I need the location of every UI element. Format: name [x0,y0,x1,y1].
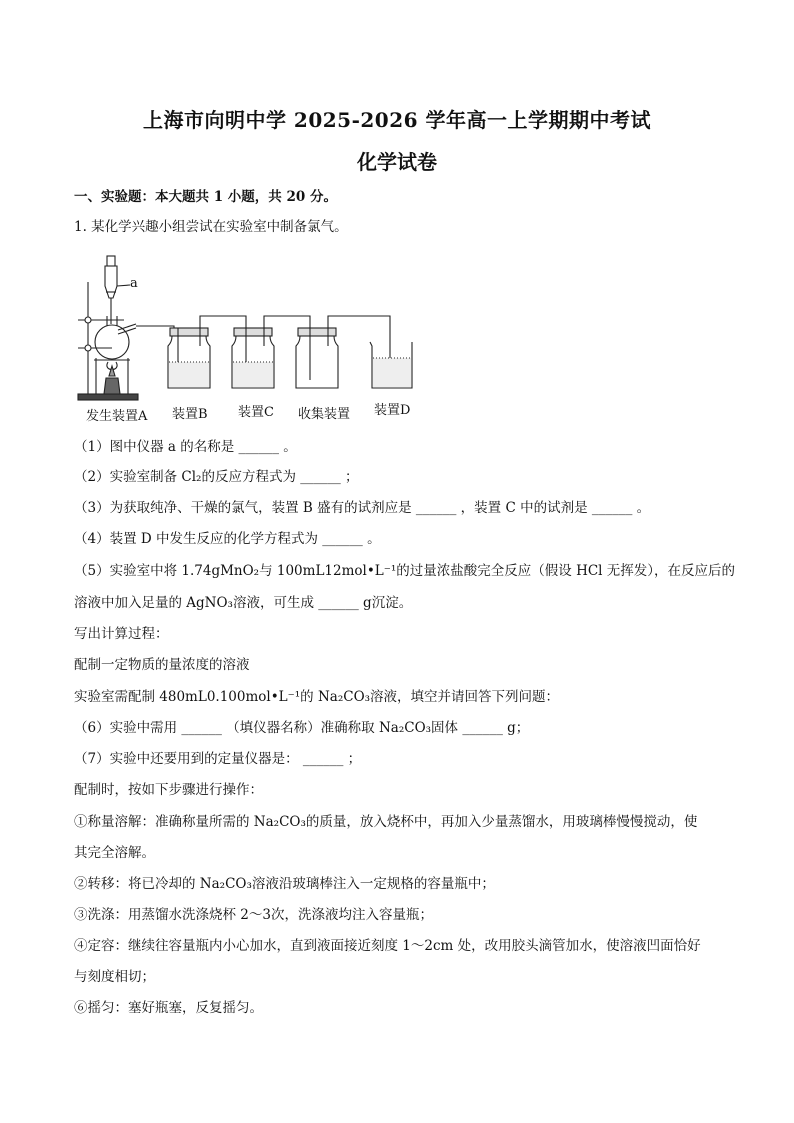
label-collection: 收集装置 [298,407,351,422]
q1-line: （1）图中仪器 a 的名称是 ______ 。 [74,439,297,455]
label-device-b: 装置B [172,407,208,422]
label-a: a [130,276,138,291]
label-device-d: 装置D [374,403,411,418]
q6-line: （6）实验中需用 ______ （填仪器名称）准确称取 Na₂CO₃固体 ______ g； [74,720,530,736]
question-intro: 1. 某化学兴趣小组尝试在实验室中制备氯气。 [74,219,348,235]
step-1-cont: 其完全溶解。 [74,845,155,861]
step-1: ①称量溶解：准确称量所需的 Na₂CO₃的质量，放入烧杯中，再加入少量蒸馏水，用玻璃棒慢慢搅动，使 [74,814,698,830]
round-bottom-flask [95,325,129,359]
step-2: ②转移：将已冷却的 Na₂CO₃溶液沿玻璃棒注入一定规格的容量瓶中； [74,876,495,892]
step-4: ④定容：继续往容量瓶内小心加水，直到液面接近刻度 1～2cm 处，改用胶头滴管加水，使溶液凹面恰好 [74,938,701,954]
step-3: ③洗涤：用蒸馏水洗涤烧杯 2～3次，洗涤液均注入容量瓶； [74,907,433,923]
stand-base [78,394,138,400]
q5-line: （5）实验室中将 1.74gMnO₂与 100mL12mol•L⁻¹的过量浓盐酸完全反应（假设 HCl 无挥发），在反应后的 [74,563,736,579]
step-6: ⑥摇匀：塞好瓶塞，反复摇匀。 [74,1000,263,1016]
step-4-cont: 与刻度相切； [74,969,155,985]
q3-line: （3）为获取纯净、干燥的氯气，装置 B 盛有的试剂应是 ______ ，装置 C 中的试剂是 ______ 。 [74,500,651,516]
alcohol-lamp [104,378,120,394]
q5-line-cont: 溶液中加入足量的 AgNO₃溶液，可生成 ______ g沉淀。 [74,595,413,611]
label-device-c: 装置C [238,405,274,420]
collection-bottle [296,336,338,388]
apparatus-figure [72,250,432,426]
page-subtitle: 化学试卷 [357,150,437,174]
q4-line: （4）装置 D 中发生反应的化学方程式为 ______ 。 [74,531,381,547]
section-heading: 一、实验题：本大题共 1 小题，共 20 分。 [74,189,337,205]
separatory-funnel [105,266,117,298]
solution-intro: 实验室需配制 480mL0.100mol•L⁻¹的 Na₂CO₃溶液，填空并请回答下列问题： [74,689,560,705]
label-generator-a: 发生装置A [86,409,148,424]
solution-heading: 配制一定物质的量浓度的溶液 [74,657,250,673]
calc-prompt: 写出计算过程： [74,626,169,642]
q7-line: （7）实验中还要用到的定量仪器是： ______ ； [74,751,362,767]
page-title: 上海市向明中学 2025-2026 学年高一上学期期中考试 [142,108,652,132]
steps-heading: 配制时，按如下步骤进行操作： [74,782,263,798]
q2-line: （2）实验室制备 Cl₂的反应方程式为 ______ ； [74,469,359,485]
